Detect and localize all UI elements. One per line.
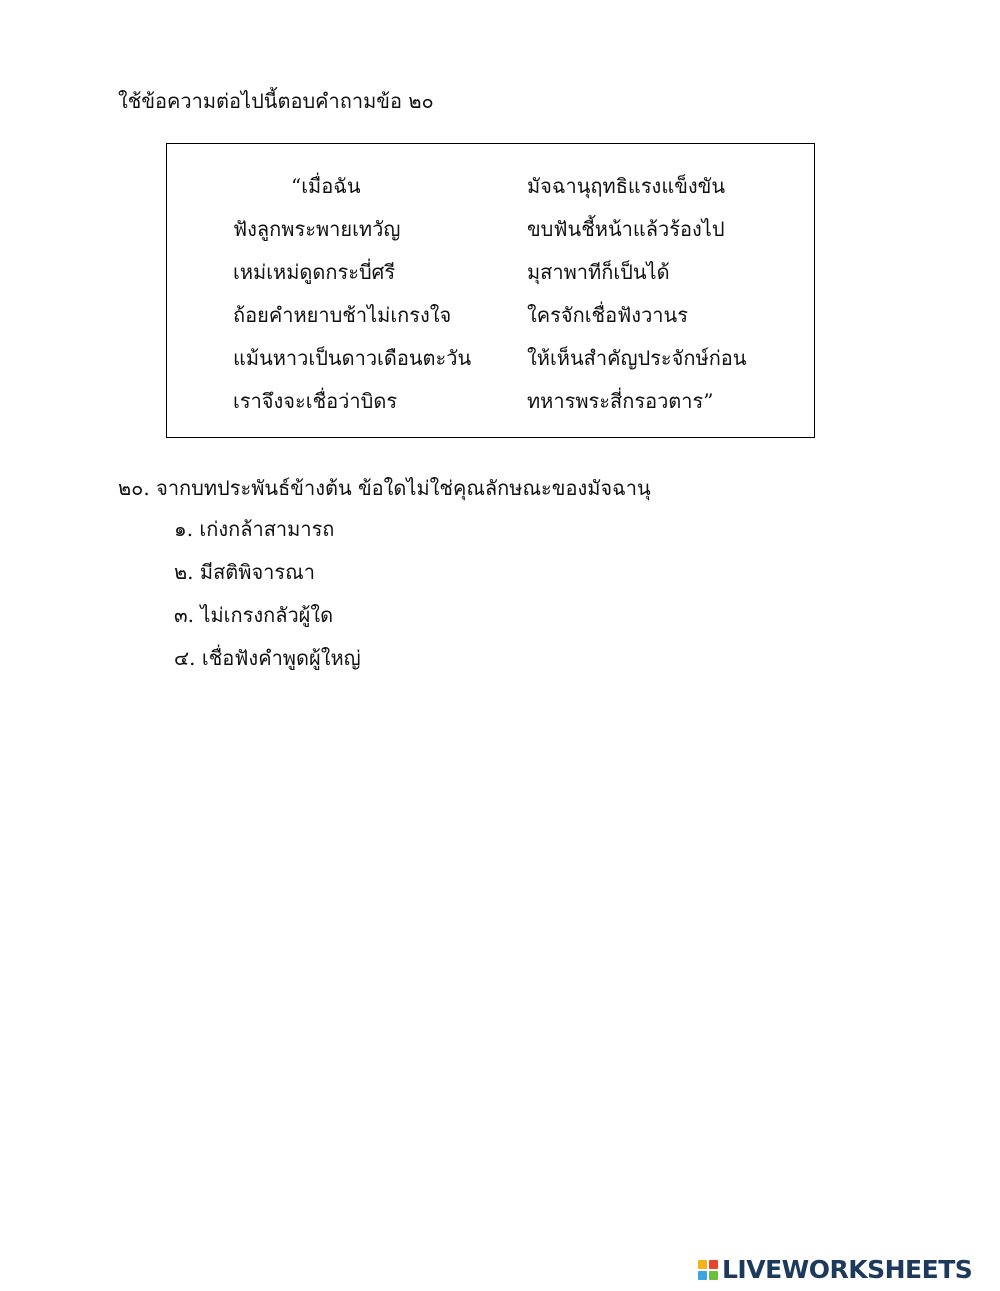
- logo-tile-l: [698, 1260, 707, 1269]
- poem-line-6-left: เราจึงจะเชื่อว่าบิดร: [233, 389, 398, 413]
- logo-tile-e: [709, 1271, 718, 1280]
- choice-1[interactable]: ๑. เก่งกล้าสามารถ: [174, 517, 335, 541]
- poem-box: [166, 143, 815, 438]
- logo-tile-v: [698, 1271, 707, 1280]
- poem-line-1-right: มัจฉานุฤทธิแรงแข็งขัน: [527, 174, 725, 198]
- poem-line-6-right: ทหารพระสี่กรอวตาร”: [527, 389, 714, 413]
- poem-line-4-left: ถ้อยคำหยาบช้าไม่เกรงใจ: [233, 303, 452, 327]
- choice-2[interactable]: ๒. มีสติพิจารณา: [174, 560, 315, 584]
- logo-text: LIVEWORKSHEETS: [722, 1255, 973, 1284]
- question-text: ๒๐. จากบทประพันธ์ข้างต้น ข้อใดไม่ใช่คุณลักษณะของมัจฉานุ: [118, 476, 651, 500]
- logo-tiles-icon: [698, 1260, 718, 1280]
- poem-line-2-right: ขบฟันชี้หน้าแล้วร้องไป: [527, 217, 725, 241]
- choice-4[interactable]: ๔. เชื่อฟังคำพูดผู้ใหญ่: [174, 646, 361, 670]
- logo-tile-i: [709, 1260, 718, 1269]
- poem-line-3-right: มุสาพาทีก็เป็นได้: [527, 260, 670, 284]
- choice-3[interactable]: ๓. ไม่เกรงกลัวผู้ใด: [174, 603, 334, 627]
- poem-line-5-right: ให้เห็นสำคัญประจักษ์ก่อน: [527, 346, 747, 370]
- poem-line-4-right: ใครจักเชื่อฟังวานร: [527, 303, 688, 327]
- liveworksheets-logo: [698, 1256, 972, 1284]
- poem-line-3-left: เหม่เหม่ดูดกระบี่ศรี: [233, 260, 396, 284]
- poem-line-1-left: “เมื่อฉัน: [291, 174, 361, 198]
- poem-line-5-left: แม้นหาวเป็นดาวเดือนตะวัน: [233, 346, 472, 370]
- poem-line-2-left: ฟังลูกพระพายเทวัญ: [233, 217, 401, 241]
- instruction-text: ใช้ข้อความต่อไปนี้ตอบคำถามข้อ ๒๐: [118, 89, 434, 113]
